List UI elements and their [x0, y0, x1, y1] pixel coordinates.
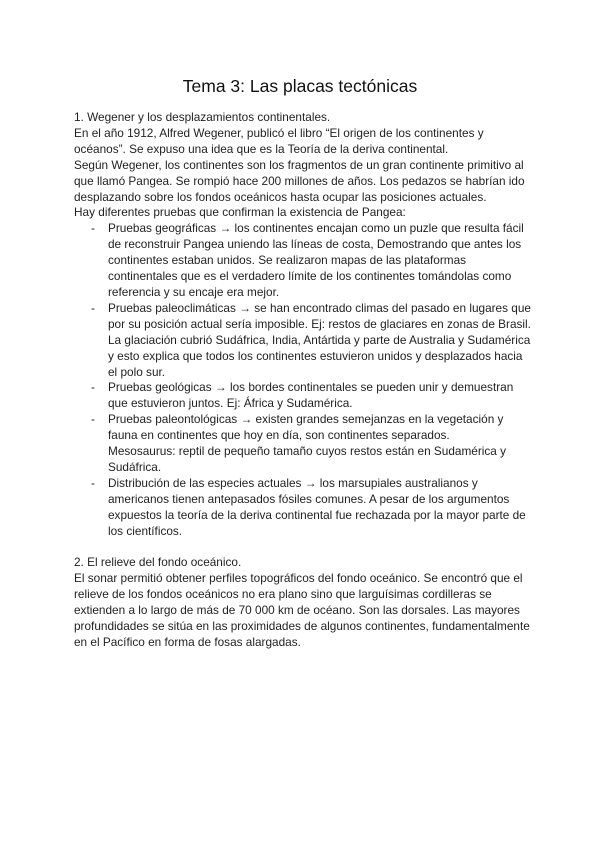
section-1-paragraph: Hay diferentes pruebas que confirman la existencia de Pangea: — [74, 205, 406, 220]
bullet-dash: - — [91, 475, 95, 490]
section-2-heading: 2. El relieve del fondo oceánico. — [74, 555, 242, 570]
bullet-dash: - — [91, 300, 95, 315]
list-item-extra-text: Mesosaurus: reptil de pequeño tamaño cuyos restos están en Sudamérica y Sudáfrica. — [108, 444, 507, 474]
list-item-text: Pruebas geográficas → los continentes encajan como un puzle que resulta fácil de reconstruir Pangea uniendo las líneas de costa, Demostrando que antes los continentes estaban unidos. Se realizaron mapas de las plataformas continentales que es el verdadero límite de los continentes tomándolas como referencia y su encaje era mejor. — [108, 221, 524, 299]
list-item-text: Pruebas paleoclimáticas → se han encontrado climas del pasado en lugares que por su posición actual sería imposible. Ej: restos de glaciares en zonas de Brasil. — [108, 300, 531, 331]
page-title: Tema 3: Las placas tectónicas — [182, 76, 418, 96]
evidence-list — [74, 221, 532, 539]
list-item — [74, 301, 532, 381]
bullet-dash: - — [91, 221, 95, 236]
bullet-dash: - — [91, 412, 95, 427]
list-item — [74, 476, 532, 540]
bullet-dash: - — [91, 380, 95, 395]
section-1-paragraph: Según Wegener, los continentes son los fragmentos de un gran continente primitivo al que llamó Pangea. Se rompió hace 200 millones de años. Los pedazos se habrían ido desplazando sobre los fondos oceánicos hasta ocupar las posiciones actuales. — [74, 157, 525, 204]
list-item-text: Pruebas paleontológicas → existen grandes semejanzas en la vegetación y fauna en continentes que hoy en día, son continentes separados. — [108, 412, 504, 443]
list-item — [74, 412, 532, 476]
list-item-extra-text: La glaciación cubrió Sudáfrica, India, Antártida y parte de Australia y Sudamérica y esto explica que todos los continentes estuvieron unidos y desplazados hacia el polo sur. — [108, 332, 531, 379]
list-item — [74, 380, 532, 412]
list-item-text: Distribución de las especies actuales → los marsupiales australianos y americanos tienen antepasados fósiles comunes. A pesar de los argumentos expuestos la teoría de la deriva continental fue rechazada por la mayor parte de los científicos. — [108, 475, 526, 538]
section-2-paragraph: El sonar permitió obtener perfiles topográficos del fondo oceánico. Se encontró que el relieve de los fondos oceánicos no era plano sino que larguísimas cordilleras se extienden a lo largo de más de 70 000 km de océano. Son las dorsales. Las mayores profundidades se sitúa en las proximidades de algunos continentes, fundamentalmente en el Pacífico en forma de fosas alargadas. — [74, 571, 530, 649]
list-item — [74, 221, 532, 301]
list-item-text: Pruebas geológicas → los bordes continentales se pueden unir y demuestran que estuvieron juntos. Ej: África y Sudamérica. — [108, 380, 514, 411]
section-1-heading: 1. Wegener y los desplazamientos continentales. — [74, 110, 331, 124]
section-spacer — [74, 539, 532, 555]
document-body — [74, 110, 532, 651]
section-1-paragraph: En el año 1912, Alfred Wegener, publicó el libro “El origen de los continentes y océanos”. Se expuso una idea que es la Teoría de la deriva continental. — [74, 125, 484, 156]
